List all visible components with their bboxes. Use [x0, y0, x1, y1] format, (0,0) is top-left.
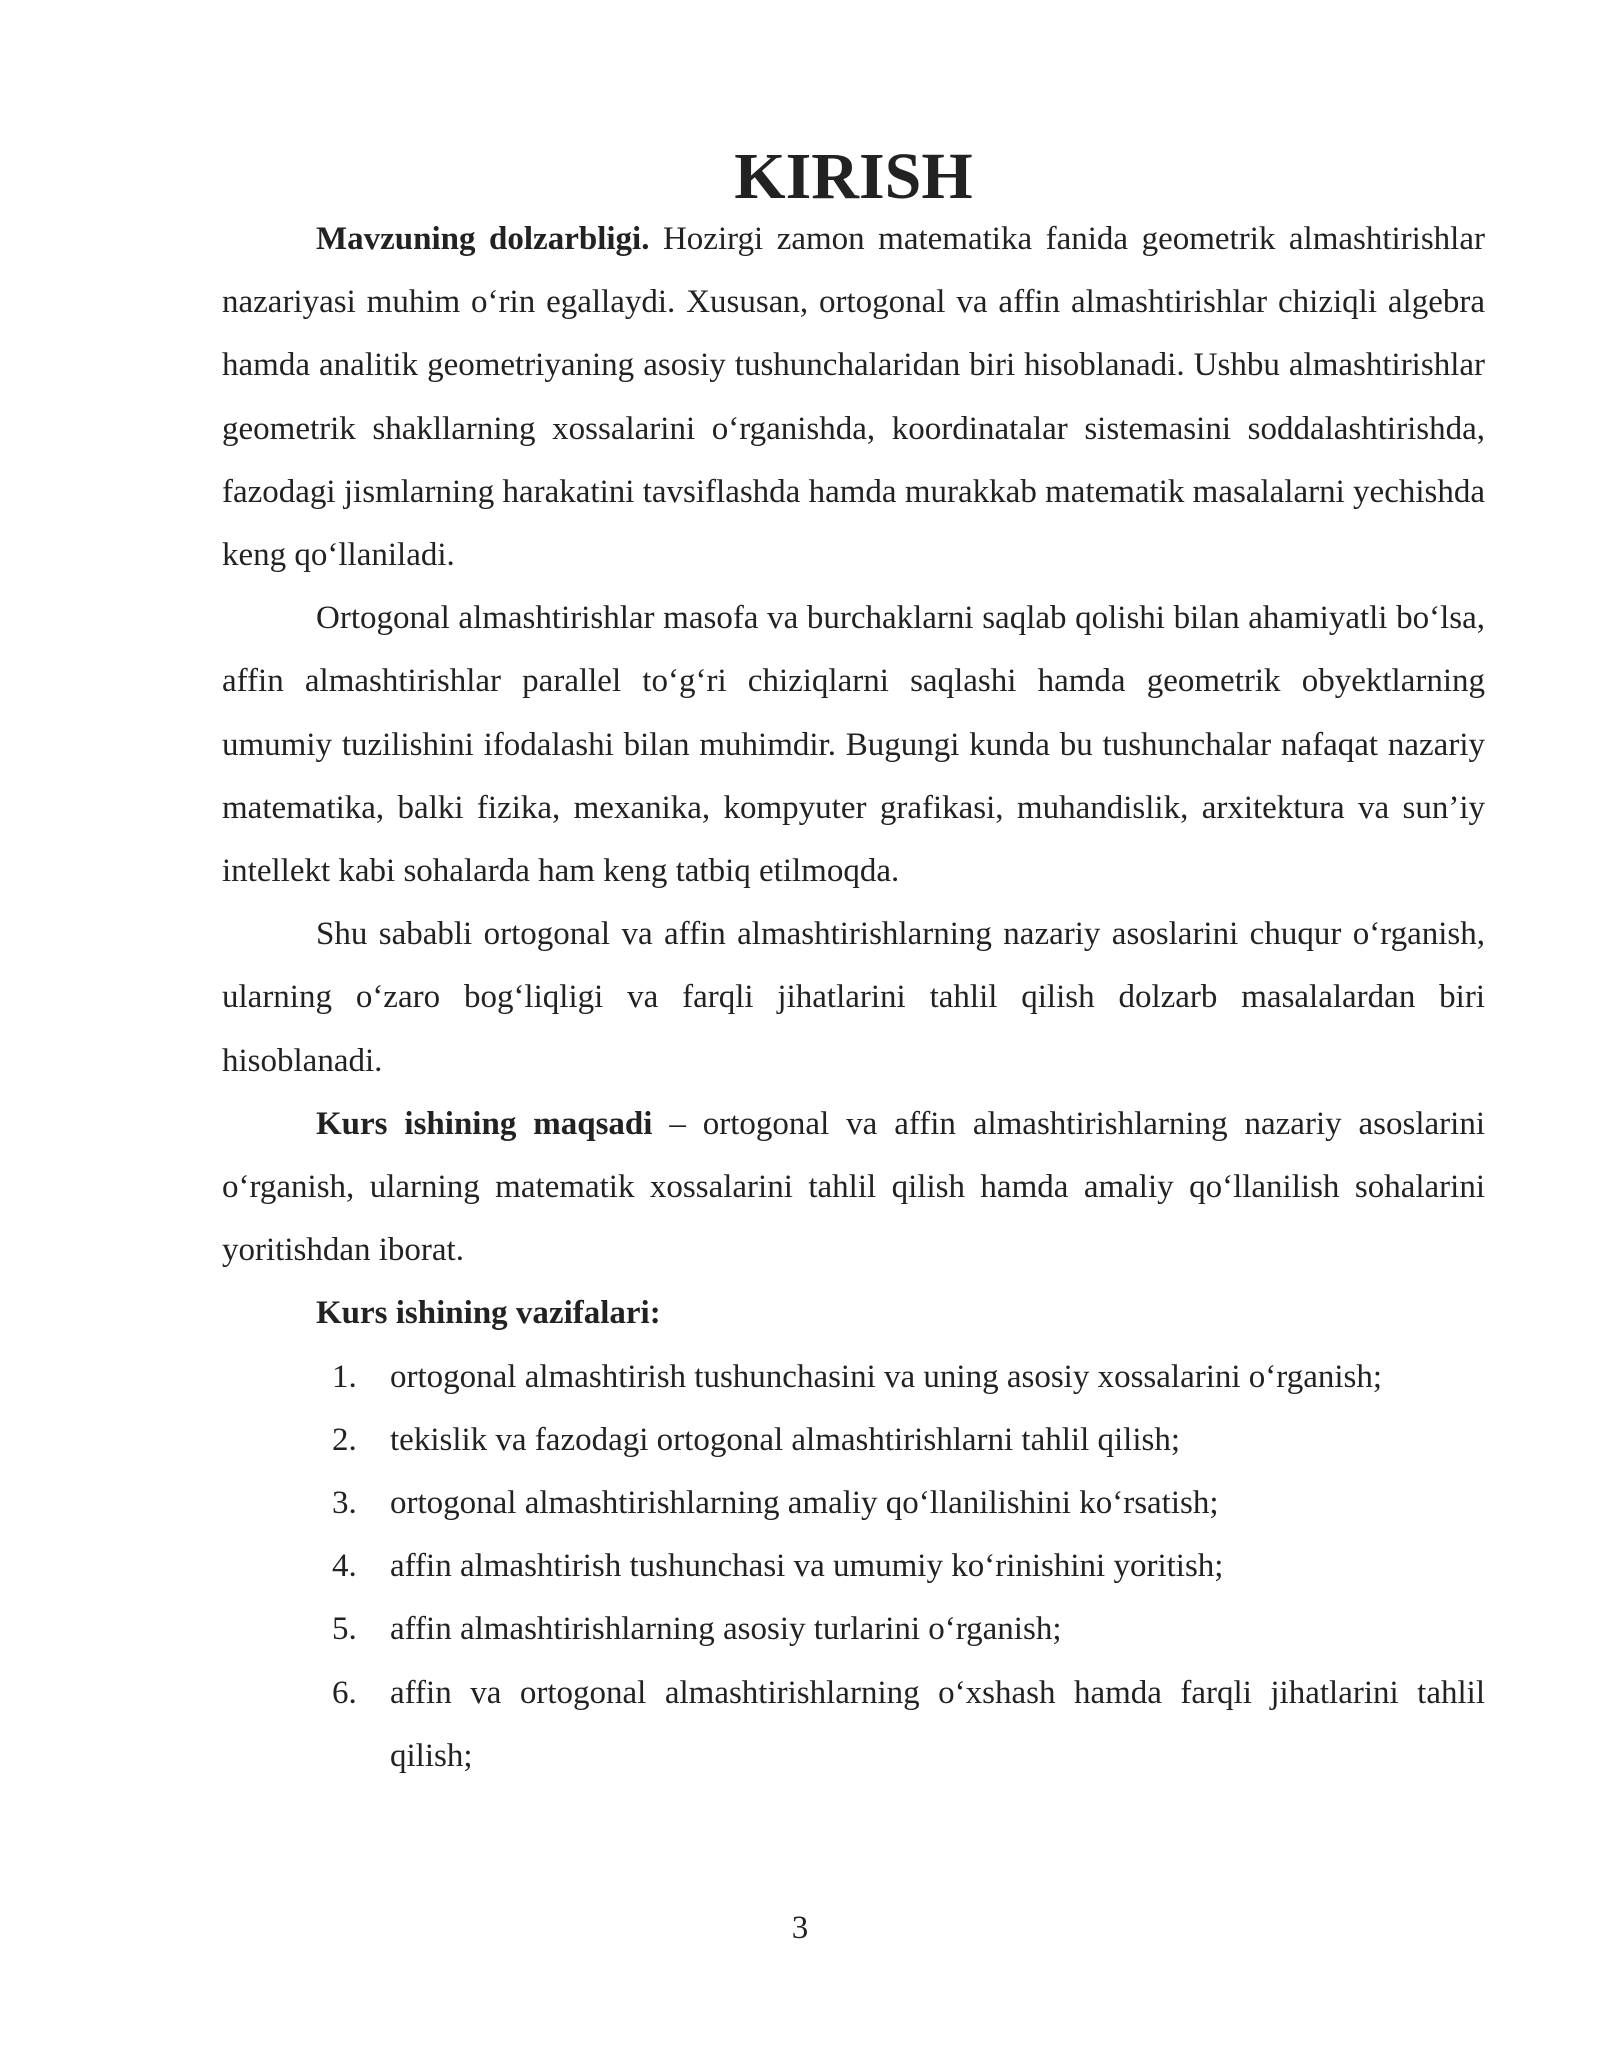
list-item [222, 1472, 1485, 1535]
paragraph-reason [222, 903, 1485, 1093]
list-item-text: affin almashtirishlarning asosiy turlarini o‘rganish; [390, 1611, 1062, 1648]
paragraph-goal [222, 1093, 1485, 1283]
list-item-text: tekislik va fazodagi ortogonal almashtirishlarni tahlil qilish; [390, 1421, 1181, 1458]
list-item [222, 1662, 1485, 1788]
page-number: 3 [791, 1910, 809, 1946]
list-item [222, 1409, 1485, 1472]
list-item-text: affin va ortogonal almashtirishlarning o‘xshash hamda farqli jihatlarini tahlil qilish; [390, 1674, 1485, 1774]
document-page [222, 140, 1485, 1788]
paragraph-text-relevance: Hozirgi zamon matematika fanida geometrik almashtirishlar nazariyasi muhim o‘rin egallaydi. Xususan, ortogonal va affin almashtirishlar chiziqli algebra hamda analitik geometriyaning asosiy tushunchalaridan biri hisoblanadi. Ushbu almashtirishlar geometrik shakllarning xossalarini o‘rganishda, koordinatalar sistemasini soddalashtirishda, fazodagi jismlarning harakatini tavsiflashda hamda murakkab matematik masalalarni yechishda keng qo‘llaniladi. [222, 221, 1485, 574]
paragraph-text-orthogonal-affine: Ortogonal almashtirishlar masofa va burchaklarni saqlab qolishi bilan ahamiyatli bo‘lsa, affin almashtirishlar parallel to‘g‘ri chiziqlarni saqlashi hamda geometrik obyektlarning umumiy tuzilishini ifodalashi bilan muhimdir. Bugungi kunda bu tushunchalar nafaqat nazariy matematika, balki fizika, mexanika, kompyuter grafikasi, muhandislik, arxitektura va sun’iy intellekt kabi sohalarda ham keng tatbiq etilmoqda. [222, 600, 1485, 890]
list-item [222, 1535, 1485, 1598]
list-item [222, 1598, 1485, 1661]
list-item-number: 3. [332, 1485, 357, 1522]
list-item-number: 4. [332, 1548, 357, 1585]
list-item-text: affin almashtirish tushunchasi va umumiy ko‘rinishini yoritish; [390, 1548, 1224, 1585]
list-item-text: ortogonal almashtirishlarning amaliy qo‘llanilishini ko‘rsatish; [390, 1485, 1219, 1522]
paragraph-text-goal: – ortogonal va affin almashtirishlarning nazariy asoslarini o‘rganish, ularning matematik xossalarini tahlil qilish hamda amaliy qo‘llanilish sohalarini yoritishdan iborat. [222, 1105, 1485, 1269]
list-item-number: 6. [332, 1674, 357, 1711]
paragraph-relevance [222, 208, 1485, 587]
tasks-heading: Kurs ishining vazifalari: [316, 1295, 661, 1332]
list-item-text: ortogonal almashtirish tushunchasini va uning asosiy xossalarini o‘rganish; [390, 1358, 1383, 1395]
paragraph-text-reason: Shu sababli ortogonal va affin almashtirishlarning nazariy asoslarini chuqur o‘rganish, ularning o‘zaro bog‘liqligi va farqli jihatlarini tahlil qilish dolzarb masalalardan biri hisoblanadi. [222, 916, 1485, 1079]
list-item-number: 1. [332, 1358, 357, 1395]
list-item-number: 5. [332, 1611, 357, 1648]
paragraph-lead-relevance: Mavzuning dolzarbligi. [316, 221, 650, 257]
list-item [222, 1346, 1485, 1409]
list-item-number: 2. [332, 1421, 357, 1458]
tasks-list [222, 1346, 1485, 1788]
section-title: KIRISH [734, 140, 973, 213]
paragraph-orthogonal-affine [222, 587, 1485, 903]
paragraph-lead-goal: Kurs ishining maqsadi [316, 1105, 653, 1142]
